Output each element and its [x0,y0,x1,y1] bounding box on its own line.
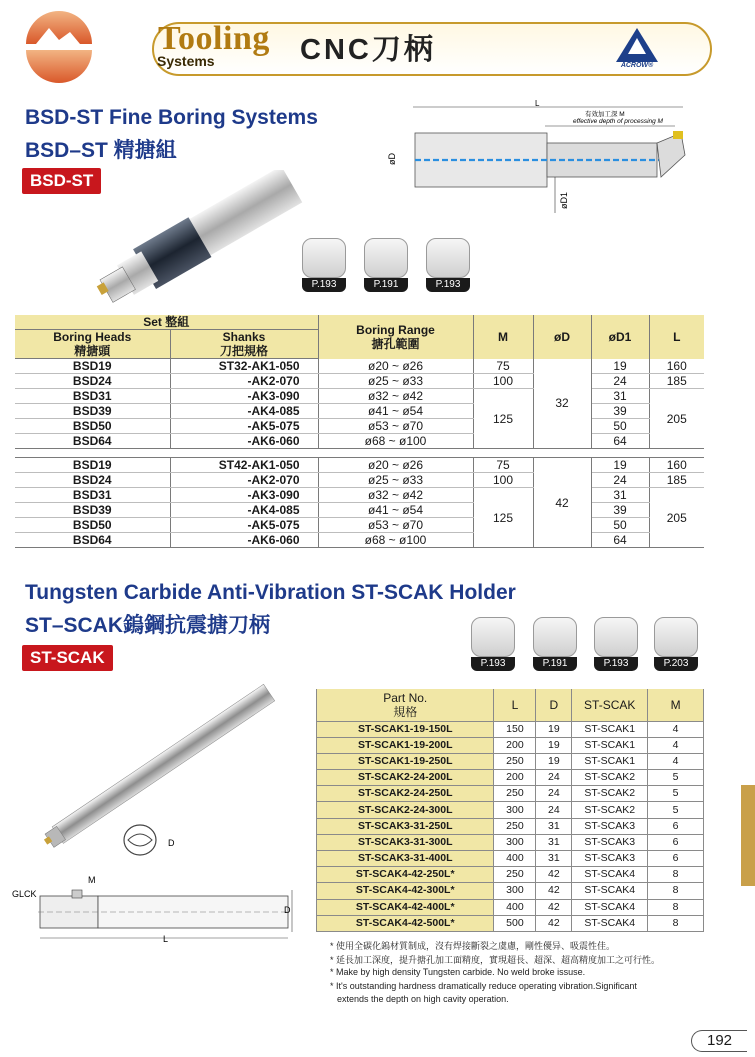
mountain-logo-icon [22,10,96,84]
note-line: * 使用全碳化鎢材質制成，沒有焊接斷裂之虞慮，剛性優异、吸震性佳。 [330,941,616,951]
table-row: BSD24 -AK2-070 ø25 ~ ø33 100 24 185 [15,374,704,389]
diagram-label-L: L [535,99,540,108]
boring-head-thumbnail-icon [471,617,515,657]
boring-heads-header: Boring Heads 精搪頭 [15,330,170,359]
acrow-label: ACROW® [620,62,654,69]
diagram-label-GLCK: GLCK [12,889,37,899]
d1-header: øD1 [591,315,649,359]
scak-header: ST-SCAK [572,689,648,721]
table-row: ST-SCAK4-42-500L* 500 42 ST-SCAK4 8 [317,915,704,931]
table-row: ST-SCAK3-31-400L 400 31 ST-SCAK3 6 [317,851,704,867]
bsd-st-tool-image [85,170,310,310]
set-header: Set 整組 [15,315,318,330]
m-header: M [473,315,533,359]
section1-title-en: BSD-ST Fine Boring Systems [25,106,318,129]
ref-page-label: P.193 [426,278,470,292]
ref-page-label: P.191 [533,657,577,671]
table-row: BSD24 -AK2-070 ø25 ~ ø33 100 24 185 [15,473,704,488]
table-row: ST-SCAK1-19-150L 150 19 ST-SCAK1 4 [317,721,704,737]
ref-page-label: P.191 [364,278,408,292]
brand-systems: Systems [157,53,215,69]
m-header: M [648,689,704,721]
table-row: BSD19 ST42-AK1-050 ø20 ~ ø26 75 42 19 160 [15,458,704,473]
diagram-label-effective-zh: 有效加工深 M [585,111,625,118]
milling-head-thumbnail-icon [654,617,698,657]
table-row: BSD31 -AK3-090 ø32 ~ ø42 125 31 205 [15,488,704,503]
part-no-header: Part No. 規格 [317,689,494,721]
ref-chip-3[interactable] [426,238,470,292]
diagram-label-D: øD [387,153,397,165]
table-row: ST-SCAK1-19-200L 200 19 ST-SCAK1 4 [317,737,704,753]
insert-holder-thumbnail-icon [364,238,408,278]
ref-chip-3[interactable] [594,617,638,671]
insert-holder-thumbnail-icon [533,617,577,657]
section2-tag: ST-SCAK [22,645,113,671]
brand-cnc-title: CNC刀柄 [300,34,436,66]
table-row: ST-SCAK1-19-250L 250 19 ST-SCAK1 4 [317,753,704,769]
ref-chip-4[interactable] [654,617,698,671]
section1-title-zh: BSD–ST 精搪組 [25,139,177,162]
brand-tooling: Tooling [158,20,270,57]
note-line: * 延長加工深度，提升搪孔加工面精度，實現超長、超深、超高精度加工之可行性。 [330,955,661,965]
table-row: ST-SCAK2-24-200L 200 24 ST-SCAK2 5 [317,770,704,786]
ref-chip-2[interactable] [364,238,408,292]
side-tab-marker [741,785,755,886]
diagram-label-L: L [163,934,169,944]
note-line: extends the depth on high cavity operation. [337,994,509,1004]
table-row: BSD39 -AK4-085 ø41 ~ ø54 39 [15,404,704,419]
screw-thumbnail-icon [426,238,470,278]
diagram-label-D: D [168,838,175,848]
table-row: BSD50 -AK5-075 ø53 ~ ø70 50 [15,419,704,434]
d-header: øD [533,315,591,359]
table-row: ST-SCAK4-42-300L* 300 42 ST-SCAK4 8 [317,883,704,899]
st-scak-dimension-diagram [10,820,310,945]
table-row: BSD64 -AK6-060 ø68 ~ ø100 64 [15,434,704,449]
ref-chip-2[interactable] [533,617,577,671]
table-row: BSD19 ST32-AK1-050 ø20 ~ ø26 75 32 19 160 [15,359,704,374]
ref-page-label: P.203 [654,657,698,671]
diagram-label-D1: øD1 [559,191,569,209]
page-number: 192 [691,1030,747,1052]
diagram-label-D2: D [284,905,291,915]
diagram-label-effective-en: effective depth of processing M [573,118,663,125]
table-row: ST-SCAK3-31-300L 300 31 ST-SCAK3 6 [317,834,704,850]
boring-head-thumbnail-icon [302,238,346,278]
range-header: Boring Range 搪孔範圍 [318,315,473,359]
ref-page-label: P.193 [594,657,638,671]
l-header: L [494,689,536,721]
table-row: BSD64 -AK6-060 ø68 ~ ø100 64 [15,533,704,548]
ref-chip-1[interactable] [471,617,515,671]
d-header: D [536,689,572,721]
ref-chip-1[interactable] [302,238,346,292]
bsd-st-spec-table [15,315,704,548]
table-row: ST-SCAK2-24-250L 250 24 ST-SCAK2 5 [317,786,704,802]
bsd-st-dimension-diagram [385,95,690,220]
st-scak-spec-table [316,689,704,932]
table-row: ST-SCAK4-42-250L* 250 42 ST-SCAK4 8 [317,867,704,883]
screw-thumbnail-icon [594,617,638,657]
section2-title-zh: ST–SCAK鎢鋼抗震搪刀柄 [25,614,271,637]
shanks-header: Shanks 刀把規格 [170,330,318,359]
diagram-label-M: M [88,875,96,885]
page-header [0,0,755,84]
section2-title-en: Tungsten Carbide Anti-Vibration ST-SCAK Holder [25,581,516,604]
table-row: ST-SCAK4-42-400L* 400 42 ST-SCAK4 8 [317,899,704,915]
section1-tag: BSD-ST [22,168,101,194]
table-row: ST-SCAK2-24-300L 300 24 ST-SCAK2 5 [317,802,704,818]
table-row: BSD39 -AK4-085 ø41 ~ ø54 39 [15,503,704,518]
ref-page-label: P.193 [302,278,346,292]
table-row: BSD50 -AK5-075 ø53 ~ ø70 50 [15,518,704,533]
note-line: * It's outstanding hardness dramatically reduce operating vibration.Significant [330,981,637,991]
ref-page-label: P.193 [471,657,515,671]
l-header: L [649,315,704,359]
note-line: * Make by high density Tungsten carbide. No weld broke issuse. [330,967,586,977]
table-row: ST-SCAK3-31-250L 250 31 ST-SCAK3 6 [317,818,704,834]
table-row: BSD31 -AK3-090 ø32 ~ ø42 125 31 205 [15,389,704,404]
